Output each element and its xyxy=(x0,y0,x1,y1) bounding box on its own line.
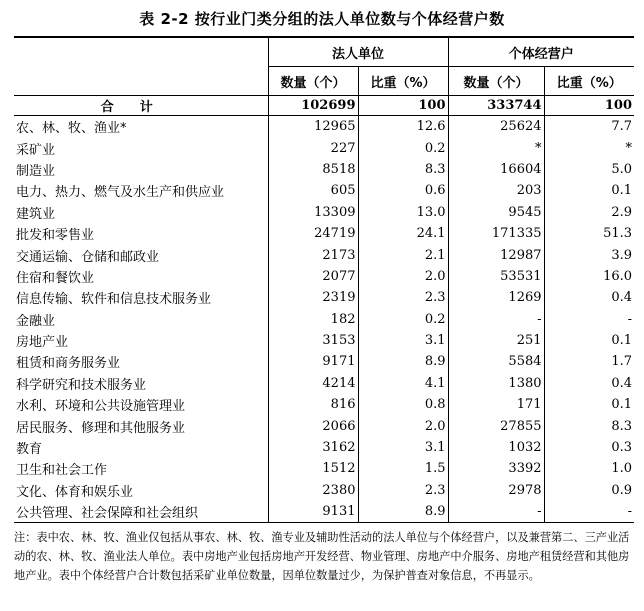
row-individual-ratio: 0.3 xyxy=(544,437,634,458)
row-industry-label: 水利、环境和公共设施管理业 xyxy=(16,399,186,415)
row-individual-count: * xyxy=(448,137,544,158)
table-title: 表 2-2 按行业门类分组的法人单位数与个体经营户数 xyxy=(139,10,505,28)
total-legal-ratio: 100 xyxy=(358,96,448,116)
row-legal-ratio: 3.1 xyxy=(358,330,448,351)
row-legal-count: 227 xyxy=(268,137,358,158)
footnote: 注：表中农、林、牧、渔业仅包括从事农、林、牧、渔专业及辅助性活动的法人单位与个体经营户，以及兼营第二、三产业活动的农、林、牧、渔业法人单位。表中房地产业包括房地产开发经营、物业管理、房地产中介服务、房地产租赁经营和其他房地产业。表中个体经营户合计数包括采矿业单位数量，因单位数量过少，为保护普查对象信息，不再显示。 xyxy=(14,531,630,582)
total-individual-count: 333744 xyxy=(448,96,544,116)
row-industry-label: 交通运输、仓储和邮政业 xyxy=(16,249,160,265)
table-row xyxy=(14,437,634,458)
row-individual-count: 3392 xyxy=(448,458,544,479)
row-legal-count: 4214 xyxy=(268,373,358,394)
total-legal-count: 102699 xyxy=(268,96,358,116)
table-row xyxy=(14,137,634,158)
row-legal-ratio: 1.5 xyxy=(358,458,448,479)
row-legal-ratio: 2.3 xyxy=(358,480,448,501)
table-row xyxy=(14,415,634,436)
total-label: 合计 xyxy=(14,96,268,116)
row-legal-count: 13309 xyxy=(268,202,358,223)
row-individual-ratio: 0.1 xyxy=(544,394,634,415)
row-industry-label: 科学研究和技术服务业 xyxy=(16,377,147,393)
row-legal-ratio: 0.8 xyxy=(358,394,448,415)
row-industry-label: 电力、热力、燃气及水生产和供应业 xyxy=(16,185,225,201)
row-industry-label: 批发和零售业 xyxy=(16,228,95,244)
row-legal-count: 816 xyxy=(268,394,358,415)
row-industry-label: 金融业 xyxy=(16,313,56,329)
row-legal-ratio: 8.9 xyxy=(358,501,448,523)
row-individual-ratio: 16.0 xyxy=(544,266,634,287)
row-individual-count: 25624 xyxy=(448,116,544,138)
table-row xyxy=(14,223,634,244)
table-row xyxy=(14,351,634,372)
row-individual-count: 203 xyxy=(448,180,544,201)
row-legal-ratio: 0.2 xyxy=(358,309,448,330)
header-row-groups xyxy=(14,37,634,67)
row-industry-label: 公共管理、社会保障和社会组织 xyxy=(14,501,268,523)
row-individual-count: 2978 xyxy=(448,480,544,501)
row-legal-count: 2380 xyxy=(268,480,358,501)
row-individual-count: 27855 xyxy=(448,415,544,436)
row-legal-count: 1512 xyxy=(268,458,358,479)
row-individual-ratio: 0.1 xyxy=(544,180,634,201)
row-legal-count: 8518 xyxy=(268,159,358,180)
row-legal-count: 9131 xyxy=(268,501,358,523)
table-row xyxy=(14,159,634,180)
row-legal-ratio: 2.1 xyxy=(358,244,448,265)
row-individual-count: - xyxy=(448,501,544,523)
row-individual-count: 5584 xyxy=(448,351,544,372)
total-row xyxy=(14,96,634,116)
table-row xyxy=(14,373,634,394)
row-individual-count: - xyxy=(448,309,544,330)
table-row xyxy=(14,480,634,501)
table-body xyxy=(14,96,634,523)
header-legal-count: 数量（个） xyxy=(268,67,358,96)
table-row xyxy=(14,244,634,265)
row-individual-ratio: 5.0 xyxy=(544,159,634,180)
row-legal-ratio: 0.2 xyxy=(358,137,448,158)
header-legal-units: 法人单位 xyxy=(268,37,448,67)
header-individual-count: 数量（个） xyxy=(448,67,544,96)
row-individual-count: 1032 xyxy=(448,437,544,458)
header-individual-ratio: 比重（%） xyxy=(544,67,634,96)
row-individual-ratio: - xyxy=(544,501,634,523)
row-legal-count: 182 xyxy=(268,309,358,330)
table-row xyxy=(14,394,634,415)
header-corner xyxy=(14,37,268,96)
row-legal-count: 2077 xyxy=(268,266,358,287)
row-individual-ratio: 2.9 xyxy=(544,202,634,223)
row-individual-ratio: 51.3 xyxy=(544,223,634,244)
data-table xyxy=(14,36,634,523)
row-legal-ratio: 0.6 xyxy=(358,180,448,201)
row-individual-ratio: 0.4 xyxy=(544,287,634,308)
header-individual-households: 个体经营户 xyxy=(448,37,634,67)
row-legal-ratio: 2.3 xyxy=(358,287,448,308)
row-legal-count: 2319 xyxy=(268,287,358,308)
row-legal-count: 2066 xyxy=(268,415,358,436)
table-row xyxy=(14,116,634,138)
row-individual-count: 1380 xyxy=(448,373,544,394)
row-legal-count: 2173 xyxy=(268,244,358,265)
row-individual-ratio: 0.9 xyxy=(544,480,634,501)
row-individual-count: 53531 xyxy=(448,266,544,287)
row-individual-count: 171 xyxy=(448,394,544,415)
table-row xyxy=(14,202,634,223)
row-legal-ratio: 2.0 xyxy=(358,266,448,287)
row-individual-ratio: 0.4 xyxy=(544,373,634,394)
row-individual-ratio: 3.9 xyxy=(544,244,634,265)
row-legal-count: 24719 xyxy=(268,223,358,244)
table-row xyxy=(14,287,634,308)
row-legal-count: 3153 xyxy=(268,330,358,351)
table-row xyxy=(14,330,634,351)
row-industry-label: 采矿业 xyxy=(16,142,56,158)
row-legal-count: 605 xyxy=(268,180,358,201)
header-legal-ratio: 比重（%） xyxy=(358,67,448,96)
row-legal-count: 9171 xyxy=(268,351,358,372)
row-industry-label: 居民服务、修理和其他服务业 xyxy=(16,420,186,436)
table-row xyxy=(14,266,634,287)
table-row xyxy=(14,309,634,330)
row-individual-ratio: - xyxy=(544,309,634,330)
row-individual-count: 251 xyxy=(448,330,544,351)
row-industry-label: 房地产业 xyxy=(16,335,69,351)
row-individual-count: 9545 xyxy=(448,202,544,223)
row-legal-ratio: 2.0 xyxy=(358,415,448,436)
row-industry-label: 制造业 xyxy=(16,163,56,179)
row-legal-ratio: 3.1 xyxy=(358,437,448,458)
table-row xyxy=(14,501,634,523)
row-industry-label: 建筑业 xyxy=(16,206,56,222)
row-industry-label: 信息传输、软件和信息技术服务业 xyxy=(16,292,212,308)
row-legal-ratio: 8.3 xyxy=(358,159,448,180)
table-row xyxy=(14,458,634,479)
row-individual-ratio: 1.0 xyxy=(544,458,634,479)
row-individual-ratio: 8.3 xyxy=(544,415,634,436)
table-row xyxy=(14,180,634,201)
row-individual-ratio: 7.7 xyxy=(544,116,634,138)
row-legal-ratio: 24.1 xyxy=(358,223,448,244)
row-industry-label: 卫生和社会工作 xyxy=(16,463,108,479)
row-individual-count: 12987 xyxy=(448,244,544,265)
row-individual-count: 16604 xyxy=(448,159,544,180)
row-industry-label: 租赁和商务服务业 xyxy=(16,356,121,372)
row-industry-label: 农、林、牧、渔业* xyxy=(16,121,127,137)
row-industry-label: 教育 xyxy=(16,442,43,458)
row-legal-count: 12965 xyxy=(268,116,358,138)
total-individual-ratio: 100 xyxy=(544,96,634,116)
row-industry-label: 文化、体育和娱乐业 xyxy=(16,484,134,500)
row-legal-ratio: 4.1 xyxy=(358,373,448,394)
row-legal-ratio: 12.6 xyxy=(358,116,448,138)
row-legal-count: 3162 xyxy=(268,437,358,458)
row-individual-count: 1269 xyxy=(448,287,544,308)
row-individual-ratio: 0.1 xyxy=(544,330,634,351)
row-legal-ratio: 13.0 xyxy=(358,202,448,223)
row-individual-count: 171335 xyxy=(448,223,544,244)
row-industry-label: 住宿和餐饮业 xyxy=(16,270,95,286)
row-individual-ratio: * xyxy=(544,137,634,158)
row-legal-ratio: 8.9 xyxy=(358,351,448,372)
row-individual-ratio: 1.7 xyxy=(544,351,634,372)
